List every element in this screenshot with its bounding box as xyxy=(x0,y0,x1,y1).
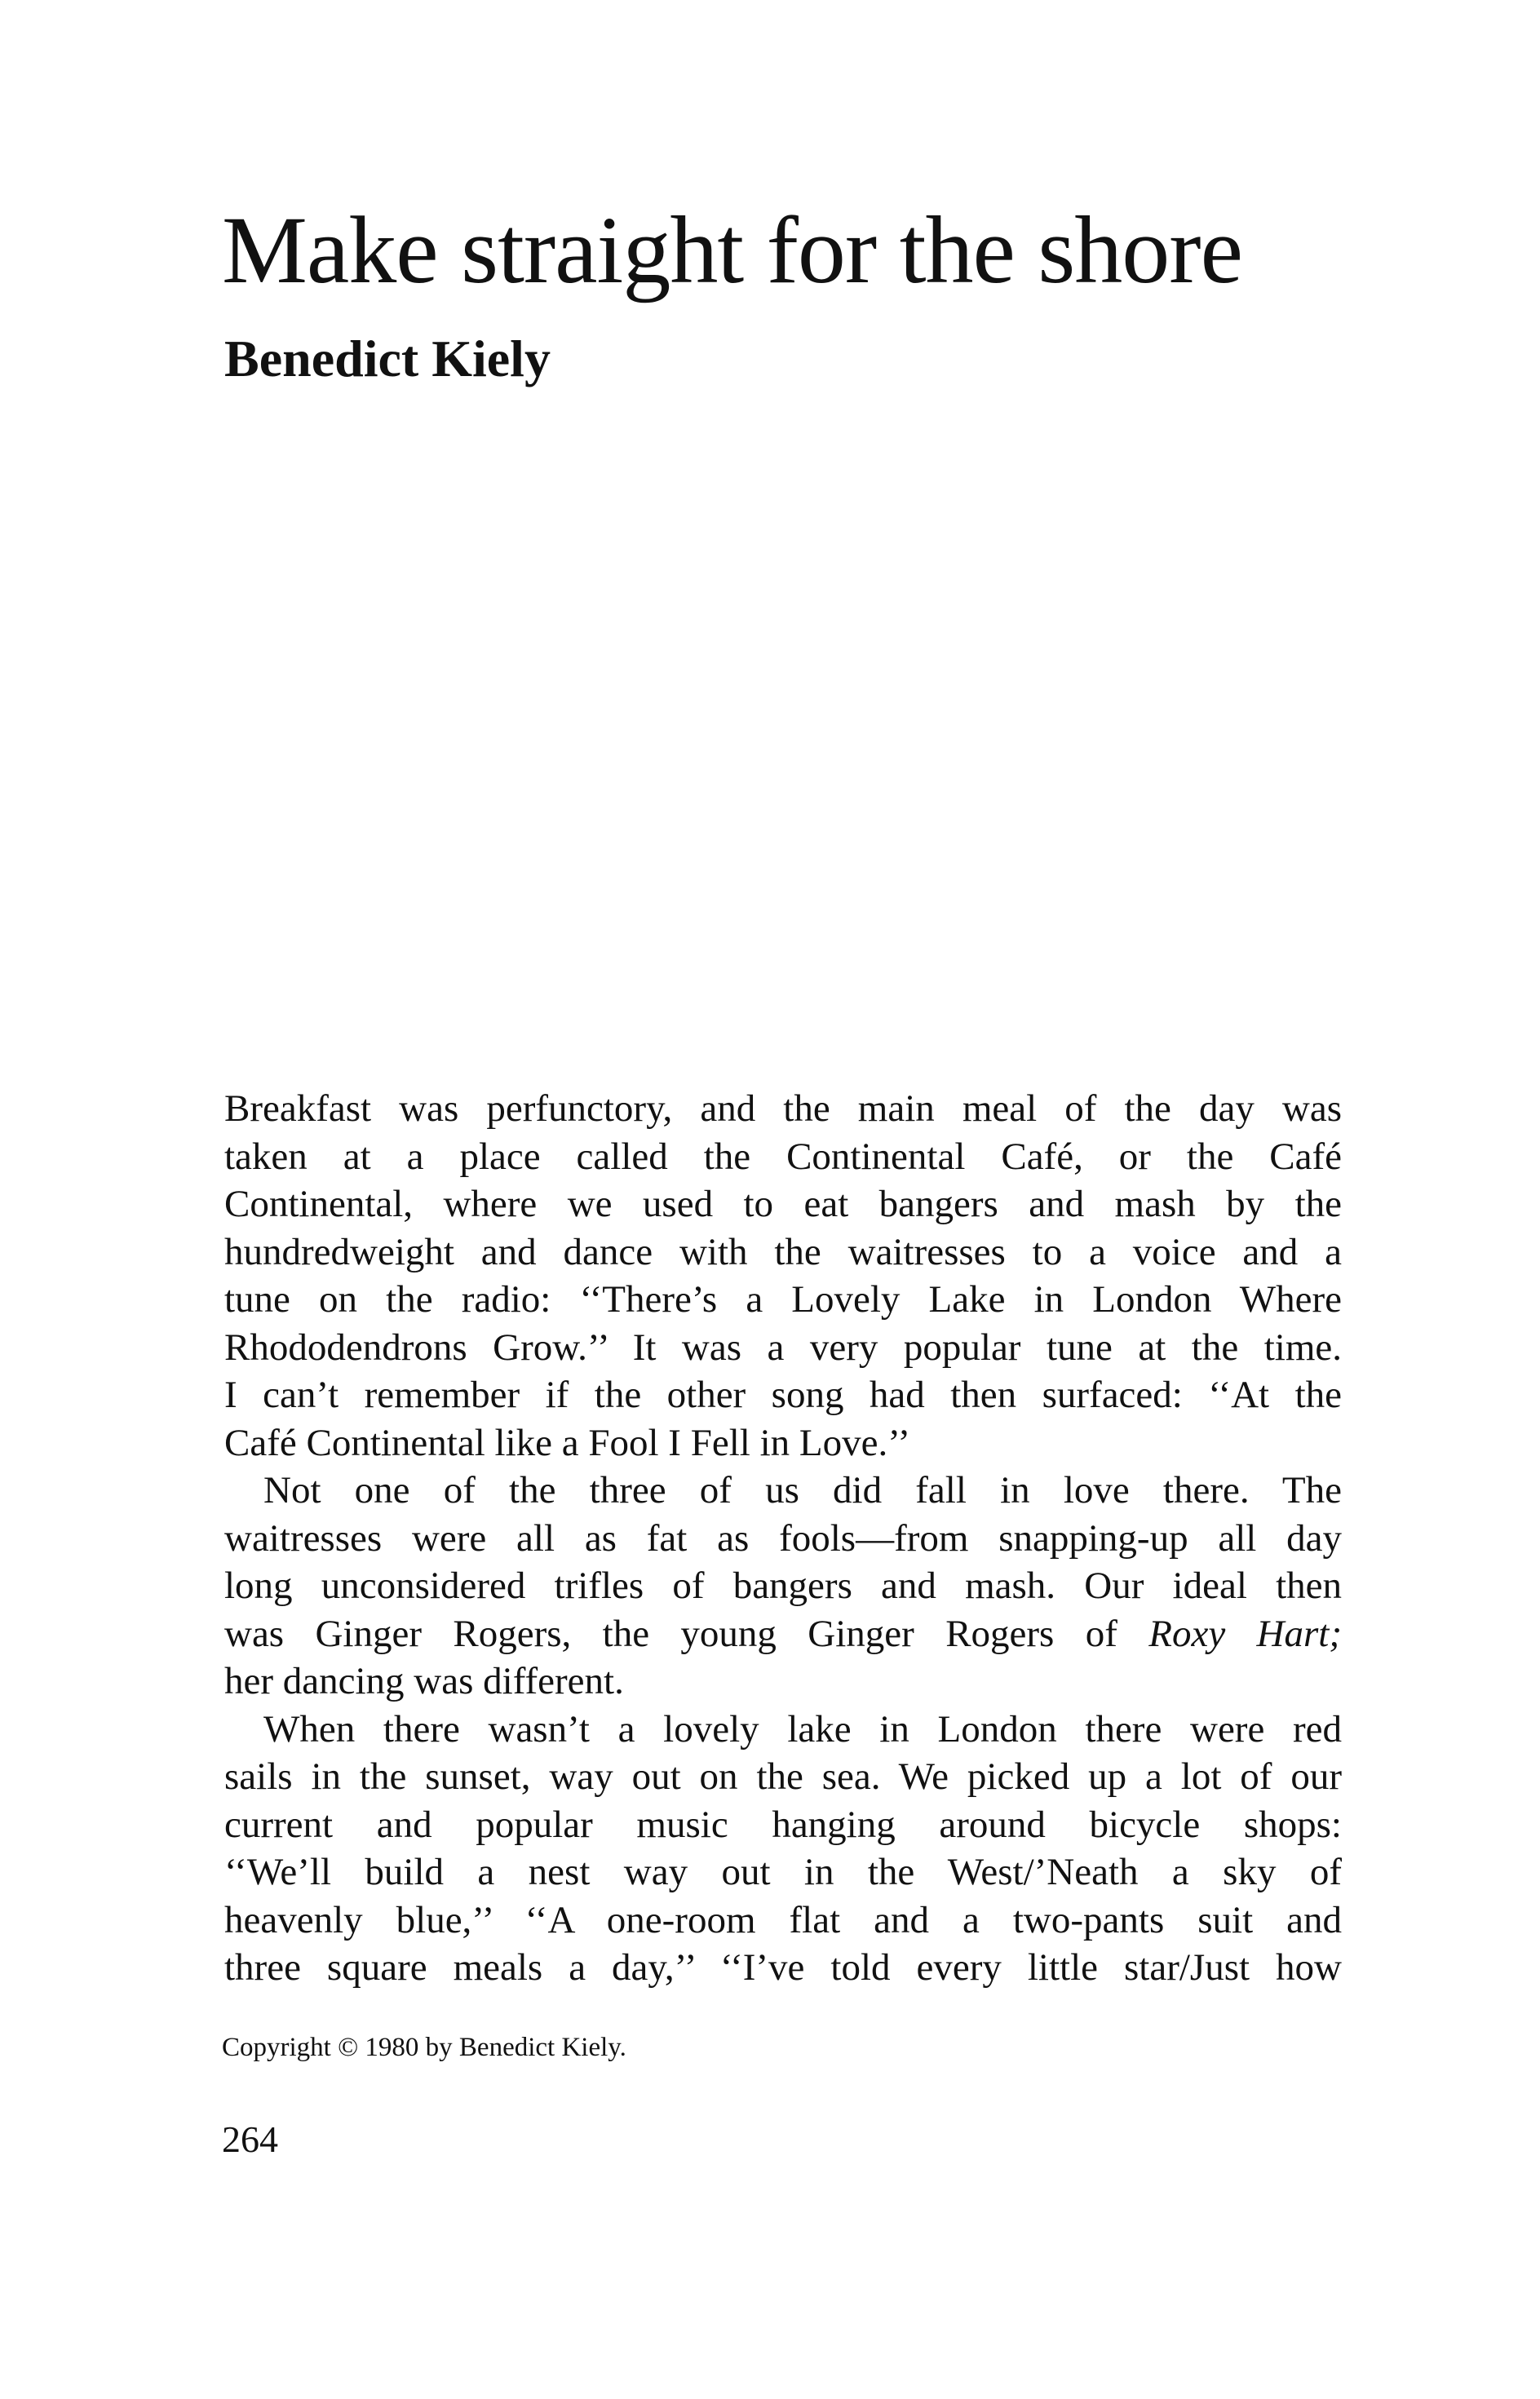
text-line: Rhododendrons Grow.’’ It was a very popular tune at the time. xyxy=(224,1326,1342,1369)
text-line: heavenly blue,’’ ‘‘A one-room flat and a two-pants suit and xyxy=(224,1898,1342,1941)
page-number: 264 xyxy=(222,2118,278,2160)
paragraph xyxy=(224,1467,1342,1706)
story-title: Make straight for the shore xyxy=(222,197,1242,303)
text-line: current and popular music hanging around bicycle shops: xyxy=(224,1803,1342,1846)
text-line: When there wasn’t a lovely lake in London there were red xyxy=(263,1707,1342,1751)
story-body xyxy=(224,1085,1342,1992)
text-line: was Ginger Rogers, the young Ginger Rogers of Roxy Hart; xyxy=(224,1612,1342,1655)
text-line: three square meals a day,’’ ‘‘I’ve told every little star/Just how xyxy=(224,1946,1342,1989)
text-line: waitresses were all as fat as fools—from snapping-up all day xyxy=(224,1516,1342,1560)
copyright-notice: Copyright © 1980 by Benedict Kiely. xyxy=(222,2033,626,2062)
text-line: I can’t remember if the other song had then surfaced: ‘‘At the xyxy=(224,1374,1342,1416)
text-line: long unconsidered trifles of bangers and mash. Our ideal then xyxy=(224,1565,1342,1607)
paragraph xyxy=(224,1085,1342,1467)
text-line: her dancing was different. xyxy=(224,1660,624,1702)
text-line: Café Continental like a Fool I Fell in Love.’’ xyxy=(224,1421,911,1464)
text-line: taken at a place called the Continental Café, or the Café xyxy=(224,1135,1342,1178)
story-author: Benedict Kiely xyxy=(224,330,551,387)
text-line: ‘‘We’ll build a nest way out in the West/’Neath a sky of xyxy=(224,1851,1342,1893)
text-line: tune on the radio: ‘‘There’s a Lovely Lake in London Where xyxy=(224,1278,1342,1321)
text-line: Not one of the three of us did fall in love there. The xyxy=(263,1469,1342,1512)
paragraph xyxy=(224,1706,1342,1992)
text-line: sails in the sunset, way out on the sea. We picked up a lot of our xyxy=(224,1755,1342,1798)
text-line: Breakfast was perfunctory, and the main meal of the day was xyxy=(224,1087,1342,1130)
text-line: Continental, where we used to eat bangers and mash by the xyxy=(224,1183,1342,1225)
text-line: hundredweight and dance with the waitresses to a voice and a xyxy=(224,1230,1342,1273)
